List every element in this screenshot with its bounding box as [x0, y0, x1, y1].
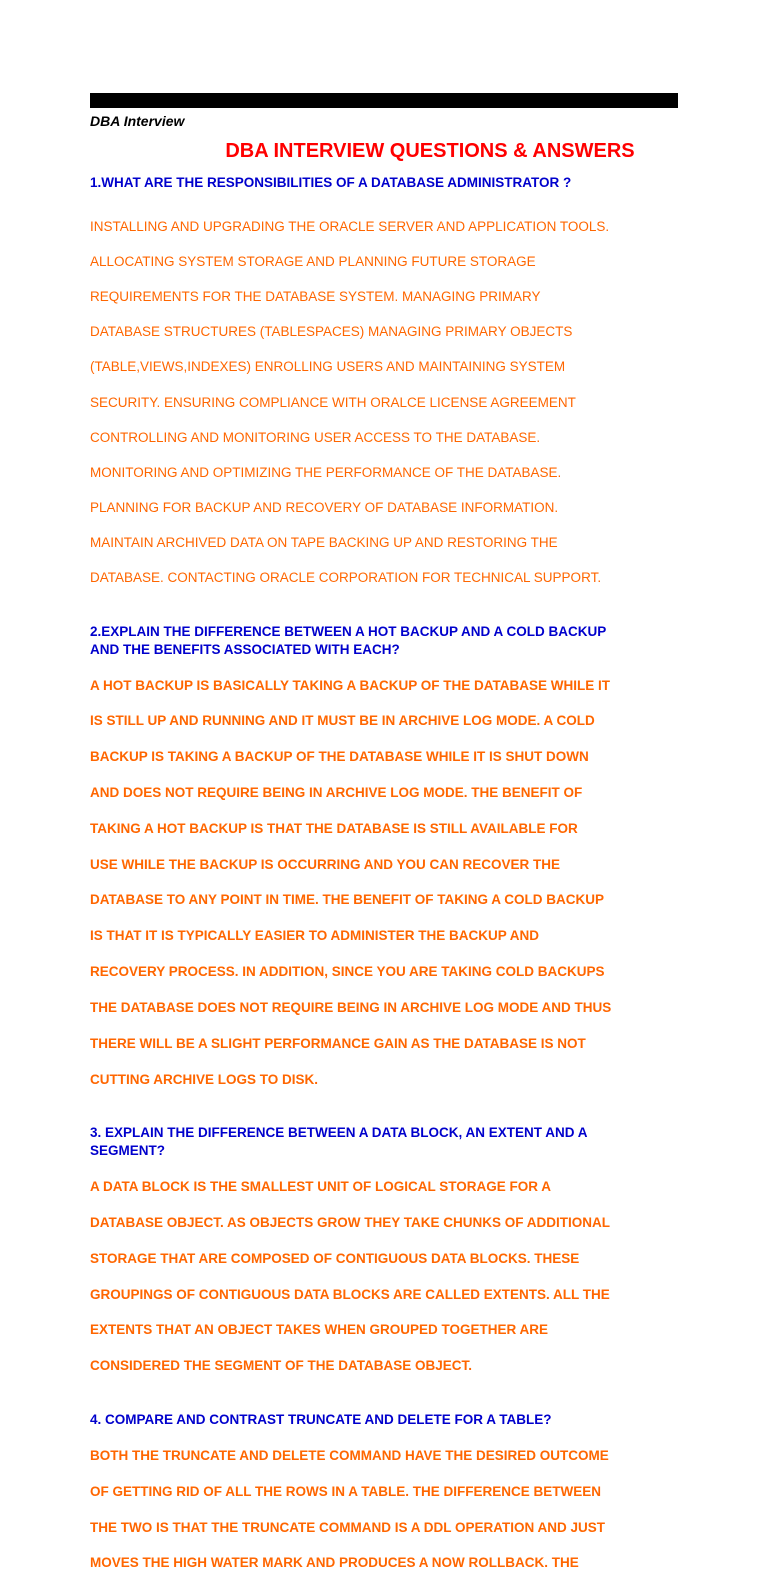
- answer-line: AND DOES NOT REQUIRE BEING IN ARCHIVE LOG MODE. THE BENEFIT OF: [90, 785, 583, 800]
- qa-item-2: [90, 623, 678, 1107]
- answer-line: OF GETTING RID OF ALL THE ROWS IN A TABLE. THE DIFFERENCE BETWEEN: [90, 1483, 601, 1499]
- answer-2: [90, 659, 678, 1107]
- answer-line: INSTALLING AND UPGRADING THE ORACLE SERVER AND APPLICATION TOOLS.: [90, 218, 610, 234]
- answer-line: MOVES THE HIGH WATER MARK AND PRODUCES A NOW ROLLBACK. THE: [90, 1555, 579, 1571]
- answer-line: REQUIREMENTS FOR THE DATABASE SYSTEM. MANAGING PRIMARY: [90, 288, 541, 304]
- answer-line: IS THAT IT IS TYPICALLY EASIER TO ADMINISTER THE BACKUP AND: [90, 928, 540, 944]
- answer-line: STORAGE THAT ARE COMPOSED OF CONTIGUOUS DATA BLOCKS. THESE: [90, 1250, 580, 1266]
- answer-1: [90, 200, 678, 605]
- answer-line: (TABLE,VIEWS,INDEXES) ENROLLING USERS AND MAINTAINING SYSTEM: [90, 359, 566, 375]
- qa-item-1: [90, 174, 678, 605]
- answer-line: CONSIDERED THE SEGMENT OF THE DATABASE OBJECT.: [90, 1358, 473, 1374]
- answer-line: DATABASE OBJECT. AS OBJECTS GROW THEY TAKE CHUNKS OF ADDITIONAL: [90, 1215, 611, 1231]
- answer-line: EXTENTS THAT AN OBJECT TAKES WHEN GROUPED TOGETHER ARE: [90, 1322, 549, 1338]
- running-header: DBA Interview: [90, 113, 185, 129]
- answer-line: TAKING A HOT BACKUP IS THAT THE DATABASE IS STILL AVAILABLE FOR: [90, 820, 578, 836]
- answer-line: CUTTING ARCHIVE LOGS TO DISK.: [90, 1071, 319, 1087]
- answer-line: BACKUP IS TAKING A BACKUP OF THE DATABASE WHILE IT IS SHUT DOWN: [90, 749, 589, 765]
- answer-line: RECOVERY PROCESS. IN ADDITION, SINCE YOU ARE TAKING COLD BACKUPS: [90, 964, 605, 980]
- question-line: 3. EXPLAIN THE DIFFERENCE BETWEEN A DATA BLOCK, AN EXTENT AND A: [90, 1125, 588, 1141]
- header-rule: [90, 93, 678, 108]
- answer-line: THE DATABASE DOES NOT REQUIRE BEING IN ARCHIVE LOG MODE AND THUS: [90, 999, 612, 1015]
- answer-line: MONITORING AND OPTIMIZING THE PERFORMANCE OF THE DATABASE.: [90, 464, 562, 480]
- answer-line: IS STILL UP AND RUNNING AND IT MUST BE IN ARCHIVE LOG MODE. A COLD: [90, 713, 595, 729]
- answer-4: [90, 1429, 678, 1590]
- question-3: [90, 1124, 678, 1160]
- question-2: [90, 623, 678, 659]
- answer-line: CONTROLLING AND MONITORING USER ACCESS TO THE DATABASE.: [90, 429, 541, 445]
- question-line: 2.EXPLAIN THE DIFFERENCE BETWEEN A HOT BACKUP AND A COLD BACKUP: [90, 623, 607, 639]
- answer-line: PLANNING FOR BACKUP AND RECOVERY OF DATABASE INFORMATION.: [90, 500, 559, 516]
- answer-line: A DATA BLOCK IS THE SMALLEST UNIT OF LOGICAL STORAGE FOR A: [90, 1179, 551, 1195]
- question-1: 1.WHAT ARE THE RESPONSIBILITIES OF A DATABASE ADMINISTRATOR ?: [90, 175, 572, 190]
- answer-line: DATABASE STRUCTURES (TABLESPACES) MANAGING PRIMARY OBJECTS: [90, 324, 573, 340]
- answer-line: THERE WILL BE A SLIGHT PERFORMANCE GAIN AS THE DATABASE IS NOT: [90, 1035, 586, 1051]
- document-title: DBA INTERVIEW QUESTIONS & ANSWERS: [225, 140, 635, 162]
- question-4: 4. COMPARE AND CONTRAST TRUNCATE AND DELETE FOR A TABLE?: [90, 1412, 552, 1428]
- question-line: AND THE BENEFITS ASSOCIATED WITH EACH?: [90, 641, 400, 657]
- answer-line: ALLOCATING SYSTEM STORAGE AND PLANNING FUTURE STORAGE: [90, 253, 536, 269]
- answer-3: [90, 1160, 678, 1393]
- answer-line: USE WHILE THE BACKUP IS OCCURRING AND YOU CAN RECOVER THE: [90, 856, 561, 872]
- answer-line: GROUPINGS OF CONTIGUOUS DATA BLOCKS ARE CALLED EXTENTS. ALL THE: [90, 1286, 610, 1302]
- answer-line: BOTH THE TRUNCATE AND DELETE COMMAND HAVE THE DESIRED OUTCOME: [90, 1448, 609, 1463]
- answer-line: SECURITY. ENSURING COMPLIANCE WITH ORALCE LICENSE AGREEMENT: [90, 394, 576, 410]
- document-page: [90, 93, 678, 1590]
- answer-line: DATABASE. CONTACTING ORACLE CORPORATION FOR TECHNICAL SUPPORT.: [90, 570, 602, 586]
- answer-line: A HOT BACKUP IS BASICALLY TAKING A BACKUP OF THE DATABASE WHILE IT: [90, 677, 611, 693]
- answer-line: THE TWO IS THAT THE TRUNCATE COMMAND IS A DDL OPERATION AND JUST: [90, 1519, 605, 1535]
- question-line: SEGMENT?: [90, 1143, 166, 1159]
- qa-item-3: [90, 1124, 678, 1393]
- qa-item-4: [90, 1411, 678, 1590]
- answer-line: DATABASE TO ANY POINT IN TIME. THE BENEFIT OF TAKING A COLD BACKUP: [90, 892, 605, 908]
- answer-line: MAINTAIN ARCHIVED DATA ON TAPE BACKING UP AND RESTORING THE: [90, 535, 558, 551]
